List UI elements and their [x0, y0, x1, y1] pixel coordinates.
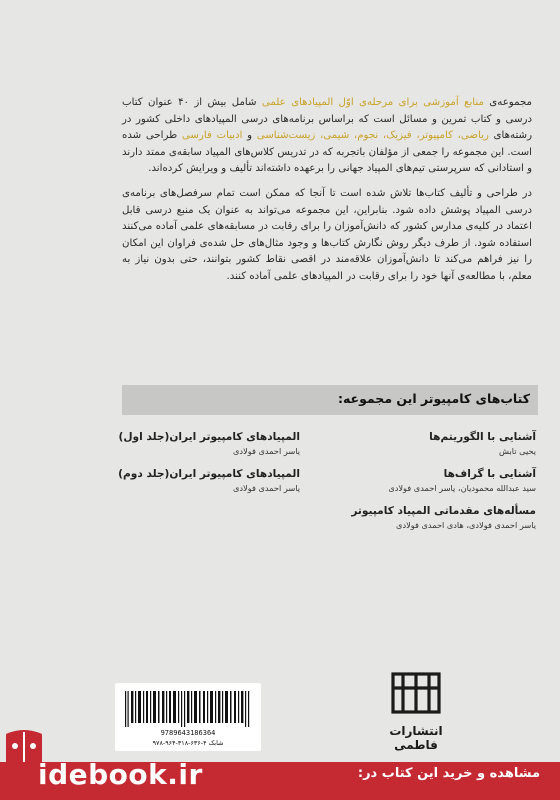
book-author: یحیی تابش	[499, 446, 536, 456]
watermark-brand: idebook.ir	[38, 758, 203, 791]
book-list-right	[316, 430, 536, 541]
book-author: یاسر احمدی فولادی، هادی احمدی فولادی	[396, 520, 536, 530]
subject-persian-literature: ادبیات فارسی	[181, 130, 243, 142]
book-author: یاسر احمدی فولادی	[233, 446, 300, 456]
book-title: آشنایی با الگوریتم‌ها	[429, 431, 536, 443]
series-name: منابع آموزشی برای مرحله‌ی اوّل المپیادهای علمی	[261, 97, 484, 108]
book-list-left	[100, 430, 300, 504]
book-item	[100, 467, 300, 495]
barcode	[115, 683, 261, 751]
book-item	[316, 467, 536, 495]
section-title: کتاب‌های کامپیوتر این مجموعه:	[337, 391, 530, 406]
book-item	[316, 430, 536, 458]
book-author: سید عبدالله محمودیان، یاسر احمدی فولادی	[388, 483, 536, 493]
barcode-bars-icon	[123, 691, 253, 727]
intro-text	[122, 95, 532, 294]
book-title: المپیادهای کامپیوتر ایران(جلد اول)	[118, 431, 300, 443]
intro-paragraph-1: مجموعه‌ی منابع آموزشی برای مرحله‌ی اوّل المپیادهای علمی شامل بیش از ۴۰ عنوان کتاب درسی و کتاب تمرین و مسائل است که براساس برنامه‌های درسی المپیادهای داخلی کشور در رشته‌های ریاضی، کامپیوتر، فیزیک، نجوم، شیمی، زیست‌شناسی و ادبیات فارسی طراحی شده است. این مجموعه را جمعی از مؤلفان باتجربه که در تدریس کلاس‌های المپیاد سابقه‌ی ممتد دارند و استادانی که سرپرستی تیم‌های المپیاد جهانی را برعهده داشته‌اند تألیف و ویرایش کرده‌اند.	[122, 97, 532, 175]
section-banner	[122, 385, 538, 415]
publisher-name: انتشارات فاطمی	[389, 724, 443, 752]
book-title: المپیادهای کامپیوتر ایران(جلد دوم)	[118, 468, 300, 480]
isbn-text: شابک ۴-۶۳۶-۳۱۸-۹۶۴-۹۷۸	[152, 739, 224, 747]
book-title: آشنایی با گراف‌ها	[443, 468, 536, 480]
book-item	[316, 504, 536, 532]
subjects-list: ریاضی، کامپیوتر، فیزیک، نجوم، شیمی، زیست‌شناسی	[256, 130, 489, 142]
book-title: مسأله‌های مقدماتی المپیاد کامپیوتر	[351, 505, 536, 517]
watermark-strip[interactable]	[0, 758, 560, 800]
intro-paragraph-2: در طراحی و تألیف کتاب‌ها تلاش شده است تا آنجا که ممکن است تمام سرفصل‌های برنامه‌ی درسی المپیاد پوشش داده شود. بنابراین، این مجموعه می‌تواند به عنوان یک منبع درسی قابل اعتماد در کلیه‌ی مدارس کشور که دانش‌آموزان را برای رقابت در مسابقه‌های علمی آماده می‌کنند استفاده شود. از طرف دیگر روش نگارش کتاب‌ها و وجود مثال‌های حل شده‌ی فراوان این امکان را نیز فراهم می‌کند تا دانش‌آموزان علاقه‌مند در اقصی نقاط کشور بتوانند، حتی بدون نیاز به معلم، با مطالعه‌ی آنها خود را برای رقابت در المپیادهای علمی آماده کنند.	[122, 187, 532, 282]
barcode-digits: 9789643186364	[160, 729, 216, 737]
watermark-text: مشاهده و خرید این کتاب در:	[357, 766, 540, 781]
book-item	[100, 430, 300, 458]
publisher-building-icon	[389, 670, 443, 716]
book-author: یاسر احمدی فولادی	[233, 483, 300, 493]
publisher-logo	[372, 670, 460, 750]
